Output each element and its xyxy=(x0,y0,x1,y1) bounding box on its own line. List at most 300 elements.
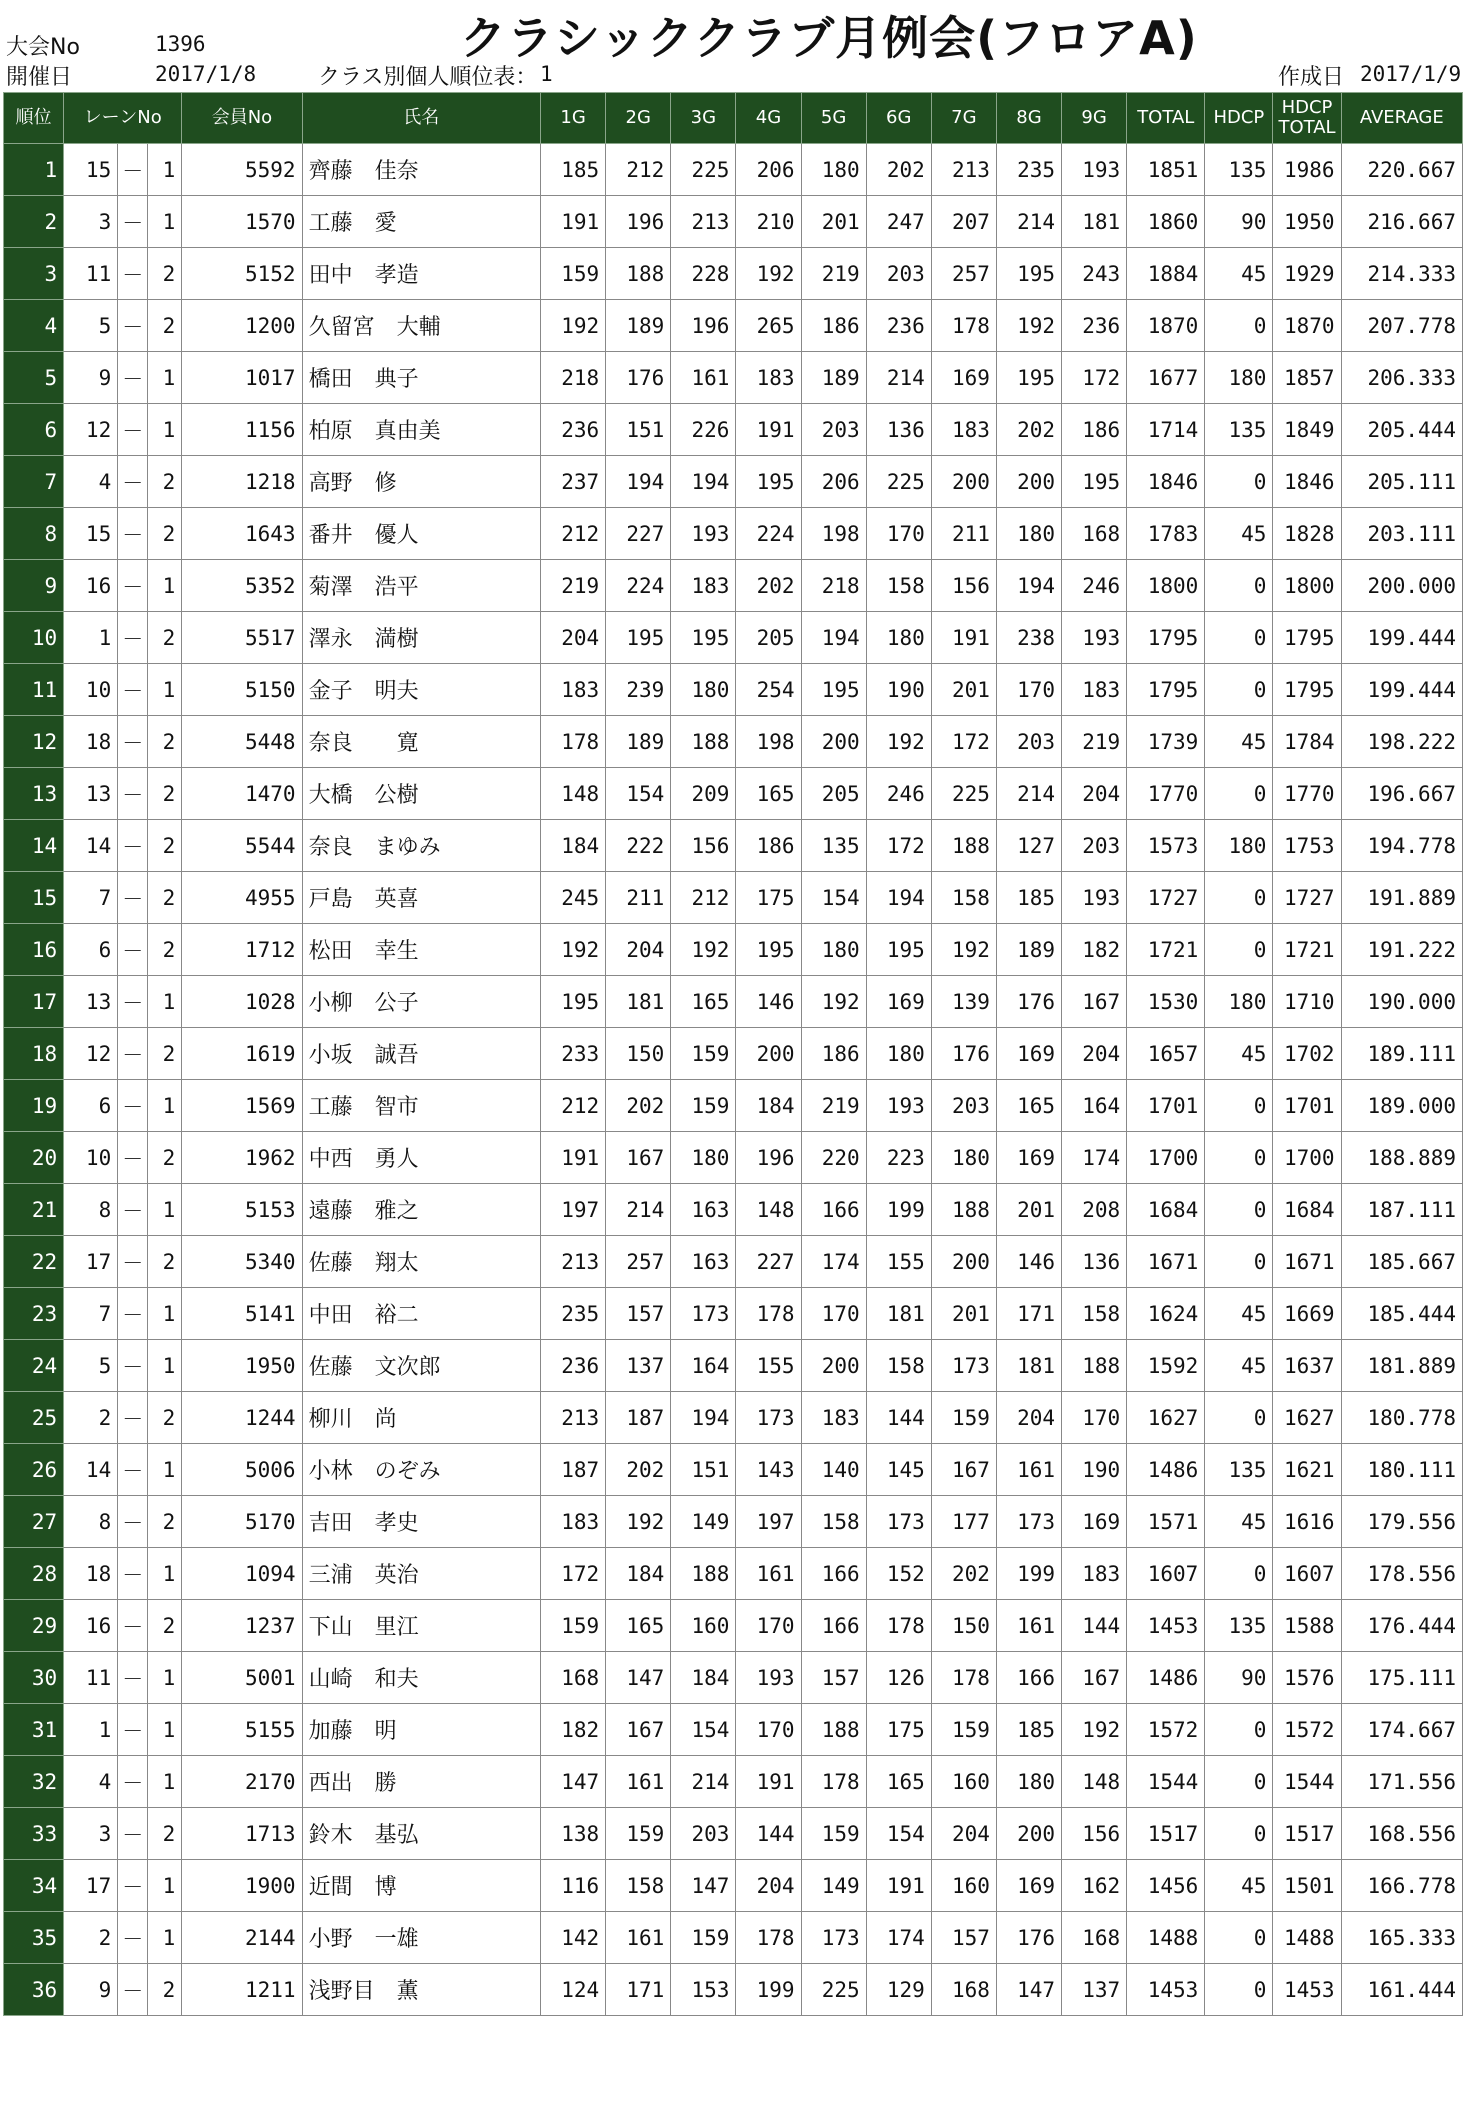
average-cell: 194.778 xyxy=(1341,820,1462,872)
lane-side-cell: 2 xyxy=(148,1028,182,1080)
game-score-cell: 192 xyxy=(736,248,801,300)
table-row xyxy=(4,508,1463,560)
game-score-cell: 194 xyxy=(606,456,671,508)
rank-cell: 10 xyxy=(4,612,64,664)
game-score-cell: 167 xyxy=(1062,1652,1127,1704)
table-row xyxy=(4,1028,1463,1080)
hdcp-total-cell: 1950 xyxy=(1273,196,1341,248)
game-score-cell: 192 xyxy=(606,1496,671,1548)
game-score-cell: 156 xyxy=(931,560,996,612)
game-score-cell: 190 xyxy=(866,664,931,716)
average-cell: 198.222 xyxy=(1341,716,1462,768)
game-score-cell: 170 xyxy=(996,664,1061,716)
hdcp-total-cell: 1684 xyxy=(1273,1184,1341,1236)
game-score-cell: 180 xyxy=(866,612,931,664)
game-score-cell: 163 xyxy=(671,1236,736,1288)
hdcp-cell: 0 xyxy=(1205,300,1273,352)
member-no-cell: 1244 xyxy=(182,1392,302,1444)
lane-dash-cell: － xyxy=(118,820,148,872)
lane-side-cell: 2 xyxy=(148,1392,182,1444)
total-cell: 1677 xyxy=(1127,352,1205,404)
rank-cell: 21 xyxy=(4,1184,64,1236)
game-score-cell: 164 xyxy=(671,1340,736,1392)
game-score-cell: 180 xyxy=(996,1756,1061,1808)
game-score-cell: 188 xyxy=(606,248,671,300)
game-score-cell: 183 xyxy=(931,404,996,456)
col-hdcp: HDCP xyxy=(1205,93,1273,144)
rank-cell: 16 xyxy=(4,924,64,976)
player-name-cell: 山崎 和夫 xyxy=(302,1652,540,1704)
player-name-cell: 橋田 典子 xyxy=(302,352,540,404)
hdcp-cell: 135 xyxy=(1205,1444,1273,1496)
game-score-cell: 154 xyxy=(606,768,671,820)
game-score-cell: 147 xyxy=(996,1964,1061,2016)
game-score-cell: 200 xyxy=(996,456,1061,508)
lane-dash-cell: － xyxy=(118,1912,148,1964)
game-score-cell: 169 xyxy=(931,352,996,404)
game-score-cell: 195 xyxy=(541,976,606,1028)
member-no-cell: 1017 xyxy=(182,352,302,404)
lane-number-cell: 13 xyxy=(64,768,118,820)
game-score-cell: 144 xyxy=(1062,1600,1127,1652)
average-cell: 191.889 xyxy=(1341,872,1462,924)
player-name-cell: 番井 優人 xyxy=(302,508,540,560)
hdcp-cell: 135 xyxy=(1205,1600,1273,1652)
rank-cell: 7 xyxy=(4,456,64,508)
game-score-cell: 181 xyxy=(606,976,671,1028)
lane-side-cell: 1 xyxy=(148,352,182,404)
game-score-cell: 176 xyxy=(606,352,671,404)
game-score-cell: 161 xyxy=(736,1548,801,1600)
hdcp-cell: 180 xyxy=(1205,352,1273,404)
game-score-cell: 194 xyxy=(996,560,1061,612)
average-cell: 165.333 xyxy=(1341,1912,1462,1964)
game-score-cell: 192 xyxy=(866,716,931,768)
average-cell: 176.444 xyxy=(1341,1600,1462,1652)
game-score-cell: 203 xyxy=(801,404,866,456)
game-score-cell: 243 xyxy=(1062,248,1127,300)
col-g9: 9G xyxy=(1062,93,1127,144)
lane-side-cell: 2 xyxy=(148,820,182,872)
lane-side-cell: 1 xyxy=(148,560,182,612)
player-name-cell: 大橋 公樹 xyxy=(302,768,540,820)
table-row xyxy=(4,1912,1463,1964)
game-score-cell: 159 xyxy=(671,1080,736,1132)
game-score-cell: 192 xyxy=(801,976,866,1028)
lane-dash-cell: － xyxy=(118,196,148,248)
lane-number-cell: 14 xyxy=(64,820,118,872)
created-value: 2017/1/9 xyxy=(1360,62,1462,86)
game-score-cell: 178 xyxy=(866,1600,931,1652)
total-cell: 1486 xyxy=(1127,1444,1205,1496)
game-score-cell: 193 xyxy=(671,508,736,560)
average-cell: 161.444 xyxy=(1341,1964,1462,2016)
lane-side-cell: 1 xyxy=(148,664,182,716)
game-score-cell: 156 xyxy=(1062,1808,1127,1860)
total-cell: 1851 xyxy=(1127,144,1205,196)
game-score-cell: 186 xyxy=(801,300,866,352)
game-score-cell: 211 xyxy=(606,872,671,924)
hdcp-cell: 45 xyxy=(1205,1860,1273,1912)
game-score-cell: 170 xyxy=(736,1704,801,1756)
player-name-cell: 吉田 孝史 xyxy=(302,1496,540,1548)
taikai-value: 1396 xyxy=(155,32,206,56)
game-score-cell: 178 xyxy=(736,1288,801,1340)
hdcp-total-cell: 1784 xyxy=(1273,716,1341,768)
lane-number-cell: 3 xyxy=(64,1808,118,1860)
game-score-cell: 193 xyxy=(866,1080,931,1132)
member-no-cell: 1570 xyxy=(182,196,302,248)
col-g4: 4G xyxy=(736,93,801,144)
rank-cell: 11 xyxy=(4,664,64,716)
total-cell: 1657 xyxy=(1127,1028,1205,1080)
lane-dash-cell: － xyxy=(118,508,148,560)
game-score-cell: 225 xyxy=(801,1964,866,2016)
game-score-cell: 181 xyxy=(996,1340,1061,1392)
game-score-cell: 212 xyxy=(671,872,736,924)
lane-side-cell: 1 xyxy=(148,1288,182,1340)
table-row xyxy=(4,1392,1463,1444)
table-row xyxy=(4,456,1463,508)
total-cell: 1795 xyxy=(1127,664,1205,716)
game-score-cell: 247 xyxy=(866,196,931,248)
hdcp-total-cell: 1616 xyxy=(1273,1496,1341,1548)
created-label: 作成日 xyxy=(1278,65,1345,90)
game-score-cell: 205 xyxy=(736,612,801,664)
game-score-cell: 150 xyxy=(931,1600,996,1652)
game-score-cell: 169 xyxy=(996,1028,1061,1080)
lane-number-cell: 11 xyxy=(64,1652,118,1704)
member-no-cell: 1569 xyxy=(182,1080,302,1132)
lane-dash-cell: － xyxy=(118,1652,148,1704)
average-cell: 199.444 xyxy=(1341,664,1462,716)
game-score-cell: 199 xyxy=(996,1548,1061,1600)
hdcp-total-cell: 1753 xyxy=(1273,820,1341,872)
lane-dash-cell: － xyxy=(118,976,148,1028)
game-score-cell: 219 xyxy=(541,560,606,612)
game-score-cell: 178 xyxy=(541,716,606,768)
lane-dash-cell: － xyxy=(118,248,148,300)
col-g5: 5G xyxy=(801,93,866,144)
ranking-table xyxy=(3,92,1463,2016)
game-score-cell: 154 xyxy=(866,1808,931,1860)
hdcp-total-cell: 1929 xyxy=(1273,248,1341,300)
game-score-cell: 177 xyxy=(931,1496,996,1548)
lane-dash-cell: － xyxy=(118,1496,148,1548)
hdcp-total-cell: 1588 xyxy=(1273,1600,1341,1652)
hdcp-cell: 0 xyxy=(1205,664,1273,716)
col-g2: 2G xyxy=(606,93,671,144)
hdcp-cell: 90 xyxy=(1205,1652,1273,1704)
player-name-cell: 小林 のぞみ xyxy=(302,1444,540,1496)
member-no-cell: 5155 xyxy=(182,1704,302,1756)
lane-dash-cell: － xyxy=(118,1080,148,1132)
game-score-cell: 129 xyxy=(866,1964,931,2016)
table-row xyxy=(4,820,1463,872)
hdcp-cell: 0 xyxy=(1205,1756,1273,1808)
game-score-cell: 200 xyxy=(931,456,996,508)
game-score-cell: 126 xyxy=(866,1652,931,1704)
game-score-cell: 159 xyxy=(671,1028,736,1080)
average-cell: 174.667 xyxy=(1341,1704,1462,1756)
member-no-cell: 5352 xyxy=(182,560,302,612)
game-score-cell: 204 xyxy=(606,924,671,976)
game-score-cell: 208 xyxy=(1062,1184,1127,1236)
member-no-cell: 1094 xyxy=(182,1548,302,1600)
total-cell: 1700 xyxy=(1127,1132,1205,1184)
table-row xyxy=(4,1444,1463,1496)
game-score-cell: 170 xyxy=(1062,1392,1127,1444)
date-value: 2017/1/8 xyxy=(155,62,257,86)
game-score-cell: 233 xyxy=(541,1028,606,1080)
game-score-cell: 195 xyxy=(996,248,1061,300)
average-cell: 178.556 xyxy=(1341,1548,1462,1600)
lane-number-cell: 16 xyxy=(64,1600,118,1652)
game-score-cell: 188 xyxy=(931,820,996,872)
hdcp-total-cell: 1453 xyxy=(1273,1964,1341,2016)
rank-cell: 13 xyxy=(4,768,64,820)
game-score-cell: 192 xyxy=(996,300,1061,352)
member-no-cell: 1200 xyxy=(182,300,302,352)
table-row xyxy=(4,352,1463,404)
game-score-cell: 257 xyxy=(931,248,996,300)
game-score-cell: 138 xyxy=(541,1808,606,1860)
game-score-cell: 174 xyxy=(801,1236,866,1288)
game-score-cell: 236 xyxy=(866,300,931,352)
lane-number-cell: 17 xyxy=(64,1860,118,1912)
hdcp-total-cell: 1795 xyxy=(1273,664,1341,716)
game-score-cell: 157 xyxy=(606,1288,671,1340)
game-score-cell: 159 xyxy=(606,1808,671,1860)
lane-number-cell: 5 xyxy=(64,300,118,352)
game-score-cell: 212 xyxy=(606,144,671,196)
lane-number-cell: 15 xyxy=(64,144,118,196)
lane-dash-cell: － xyxy=(118,1600,148,1652)
member-no-cell: 5340 xyxy=(182,1236,302,1288)
member-no-cell: 5141 xyxy=(182,1288,302,1340)
game-score-cell: 155 xyxy=(866,1236,931,1288)
game-score-cell: 236 xyxy=(541,404,606,456)
lane-number-cell: 15 xyxy=(64,508,118,560)
hdcp-cell: 45 xyxy=(1205,1028,1273,1080)
game-score-cell: 209 xyxy=(671,768,736,820)
game-score-cell: 169 xyxy=(996,1132,1061,1184)
lane-dash-cell: － xyxy=(118,1184,148,1236)
lane-number-cell: 4 xyxy=(64,1756,118,1808)
game-score-cell: 170 xyxy=(736,1600,801,1652)
lane-dash-cell: － xyxy=(118,456,148,508)
member-no-cell: 1470 xyxy=(182,768,302,820)
game-score-cell: 194 xyxy=(671,1392,736,1444)
game-score-cell: 160 xyxy=(671,1600,736,1652)
rank-cell: 24 xyxy=(4,1340,64,1392)
rank-cell: 2 xyxy=(4,196,64,248)
lane-dash-cell: － xyxy=(118,1704,148,1756)
lane-side-cell: 1 xyxy=(148,976,182,1028)
rank-cell: 14 xyxy=(4,820,64,872)
member-no-cell: 1028 xyxy=(182,976,302,1028)
lane-side-cell: 1 xyxy=(148,1080,182,1132)
col-g7: 7G xyxy=(931,93,996,144)
game-score-cell: 186 xyxy=(1062,404,1127,456)
average-cell: 181.889 xyxy=(1341,1340,1462,1392)
table-row xyxy=(4,612,1463,664)
game-score-cell: 245 xyxy=(541,872,606,924)
table-row xyxy=(4,664,1463,716)
game-score-cell: 257 xyxy=(606,1236,671,1288)
member-no-cell: 5448 xyxy=(182,716,302,768)
game-score-cell: 167 xyxy=(931,1444,996,1496)
game-score-cell: 196 xyxy=(606,196,671,248)
hdcp-cell: 45 xyxy=(1205,716,1273,768)
total-cell: 1714 xyxy=(1127,404,1205,456)
game-score-cell: 203 xyxy=(996,716,1061,768)
table-row xyxy=(4,1600,1463,1652)
game-score-cell: 183 xyxy=(736,352,801,404)
game-score-cell: 143 xyxy=(736,1444,801,1496)
game-score-cell: 235 xyxy=(996,144,1061,196)
player-name-cell: 佐藤 文次郎 xyxy=(302,1340,540,1392)
lane-dash-cell: － xyxy=(118,1288,148,1340)
total-cell: 1624 xyxy=(1127,1288,1205,1340)
game-score-cell: 180 xyxy=(801,924,866,976)
game-score-cell: 166 xyxy=(801,1184,866,1236)
rank-cell: 5 xyxy=(4,352,64,404)
game-score-cell: 166 xyxy=(801,1600,866,1652)
game-score-cell: 224 xyxy=(736,508,801,560)
game-score-cell: 199 xyxy=(736,1964,801,2016)
game-score-cell: 195 xyxy=(736,924,801,976)
rank-cell: 30 xyxy=(4,1652,64,1704)
average-cell: 187.111 xyxy=(1341,1184,1462,1236)
lane-side-cell: 2 xyxy=(148,1600,182,1652)
game-score-cell: 178 xyxy=(801,1756,866,1808)
col-total: TOTAL xyxy=(1127,93,1205,144)
game-score-cell: 173 xyxy=(866,1496,931,1548)
total-cell: 1846 xyxy=(1127,456,1205,508)
hdcp-total-cell: 1517 xyxy=(1273,1808,1341,1860)
game-score-cell: 154 xyxy=(801,872,866,924)
average-cell: 207.778 xyxy=(1341,300,1462,352)
lane-side-cell: 2 xyxy=(148,300,182,352)
game-score-cell: 159 xyxy=(931,1392,996,1444)
game-score-cell: 188 xyxy=(671,716,736,768)
game-score-cell: 182 xyxy=(541,1704,606,1756)
player-name-cell: 田中 孝造 xyxy=(302,248,540,300)
hdcp-cell: 0 xyxy=(1205,768,1273,820)
lane-side-cell: 1 xyxy=(148,196,182,248)
game-score-cell: 191 xyxy=(931,612,996,664)
lane-number-cell: 9 xyxy=(64,1964,118,2016)
game-score-cell: 236 xyxy=(541,1340,606,1392)
lane-dash-cell: － xyxy=(118,1756,148,1808)
game-score-cell: 139 xyxy=(931,976,996,1028)
total-cell: 1727 xyxy=(1127,872,1205,924)
game-score-cell: 154 xyxy=(671,1704,736,1756)
game-score-cell: 190 xyxy=(1062,1444,1127,1496)
game-score-cell: 195 xyxy=(1062,456,1127,508)
game-score-cell: 188 xyxy=(671,1548,736,1600)
game-score-cell: 174 xyxy=(866,1912,931,1964)
lane-dash-cell: － xyxy=(118,768,148,820)
hdcp-cell: 0 xyxy=(1205,612,1273,664)
table-row xyxy=(4,1184,1463,1236)
rank-cell: 27 xyxy=(4,1496,64,1548)
col-hdcp-total-line1: HDCP xyxy=(1281,97,1333,118)
table-row xyxy=(4,1080,1463,1132)
game-score-cell: 204 xyxy=(1062,768,1127,820)
report-header xyxy=(0,0,1477,92)
game-score-cell: 246 xyxy=(866,768,931,820)
table-row xyxy=(4,768,1463,820)
total-cell: 1517 xyxy=(1127,1808,1205,1860)
total-cell: 1571 xyxy=(1127,1496,1205,1548)
hdcp-cell: 180 xyxy=(1205,976,1273,1028)
hdcp-total-cell: 1621 xyxy=(1273,1444,1341,1496)
col-average: AVERAGE xyxy=(1341,93,1462,144)
game-score-cell: 227 xyxy=(606,508,671,560)
rank-cell: 18 xyxy=(4,1028,64,1080)
rank-cell: 1 xyxy=(4,144,64,196)
game-score-cell: 159 xyxy=(671,1912,736,1964)
average-cell: 205.444 xyxy=(1341,404,1462,456)
total-cell: 1770 xyxy=(1127,768,1205,820)
game-score-cell: 204 xyxy=(736,1860,801,1912)
hdcp-total-cell: 1669 xyxy=(1273,1288,1341,1340)
rank-cell: 12 xyxy=(4,716,64,768)
lane-number-cell: 10 xyxy=(64,664,118,716)
table-row xyxy=(4,248,1463,300)
game-score-cell: 194 xyxy=(801,612,866,664)
game-score-cell: 158 xyxy=(866,560,931,612)
game-score-cell: 200 xyxy=(736,1028,801,1080)
game-score-cell: 218 xyxy=(801,560,866,612)
member-no-cell: 5152 xyxy=(182,248,302,300)
game-score-cell: 193 xyxy=(1062,612,1127,664)
lane-dash-cell: － xyxy=(118,612,148,664)
game-score-cell: 142 xyxy=(541,1912,606,1964)
game-score-cell: 161 xyxy=(606,1756,671,1808)
rank-cell: 20 xyxy=(4,1132,64,1184)
game-score-cell: 159 xyxy=(541,1600,606,1652)
player-name-cell: 浅野目 薫 xyxy=(302,1964,540,2016)
lane-number-cell: 16 xyxy=(64,560,118,612)
game-score-cell: 214 xyxy=(996,196,1061,248)
game-score-cell: 144 xyxy=(736,1808,801,1860)
game-score-cell: 198 xyxy=(736,716,801,768)
lane-number-cell: 4 xyxy=(64,456,118,508)
member-no-cell: 5517 xyxy=(182,612,302,664)
game-score-cell: 167 xyxy=(606,1704,671,1756)
game-score-cell: 192 xyxy=(541,300,606,352)
game-score-cell: 195 xyxy=(671,612,736,664)
rank-cell: 33 xyxy=(4,1808,64,1860)
game-score-cell: 150 xyxy=(606,1028,671,1080)
average-cell: 190.000 xyxy=(1341,976,1462,1028)
lane-dash-cell: － xyxy=(118,404,148,456)
game-score-cell: 219 xyxy=(801,248,866,300)
hdcp-total-cell: 1795 xyxy=(1273,612,1341,664)
game-score-cell: 180 xyxy=(671,664,736,716)
lane-dash-cell: － xyxy=(118,1548,148,1600)
game-score-cell: 183 xyxy=(1062,1548,1127,1600)
game-score-cell: 181 xyxy=(866,1288,931,1340)
lane-dash-cell: － xyxy=(118,1392,148,1444)
lane-number-cell: 14 xyxy=(64,1444,118,1496)
lane-dash-cell: － xyxy=(118,352,148,404)
lane-number-cell: 2 xyxy=(64,1912,118,1964)
game-score-cell: 163 xyxy=(671,1184,736,1236)
